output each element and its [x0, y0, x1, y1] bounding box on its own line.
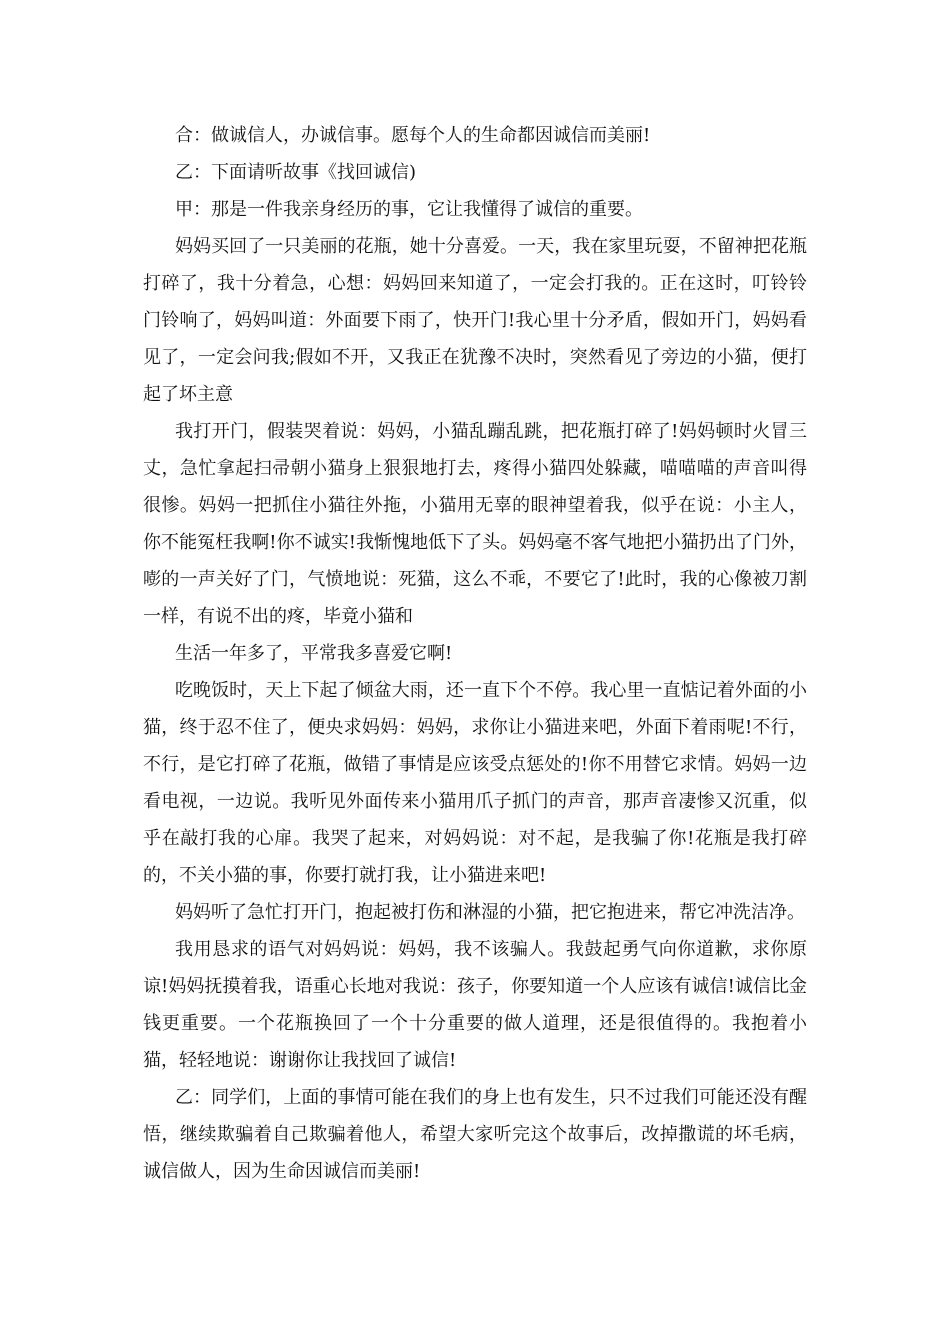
paragraph-3: 甲：那是一件我亲身经历的事，它让我懂得了诚信的重要。: [175, 199, 643, 220]
paragraph-10: 乙：同学们，上面的事情可能在我们的身上也有发生，只不过我们可能还没有醒悟，继续欺骗着自己欺骗着他人，希望大家听完这个故事后，改掉撒谎的坏毛病，诚信做人，因为生命因诚信而美丽!: [143, 1087, 807, 1182]
paragraph-6: 生活一年多了，平常我多喜爱它啊!: [175, 643, 453, 664]
paragraph-7: 吃晚饭时，天上下起了倾盆大雨，还一直下个不停。我心里一直惦记着外面的小猫，终于忍不住了，便央求妈妈：妈妈，求你让小猫进来吧，外面下着雨呢!不行，不行，是它打碎了花瓶，做错了事情是应该受点惩处的!你不用替它求情。妈妈一边看电视，一边说。我听见外面传来小猫用爪子抓门的声音，那声音凄惨又沉重，似乎在敲打我的心扉。我哭了起来，对妈妈说：对不起，是我骗了你!花瓶是我打碎的，不关小猫的事，你要打就打我，让小猫进来吧!: [143, 680, 807, 886]
paragraph-1: 合：做诚信人，办诚信事。愿每个人的生命都因诚信而美丽!: [175, 125, 651, 146]
paragraph-2: 乙：下面请听故事《找回诚信): [175, 162, 417, 183]
document-body: [143, 117, 807, 1190]
paragraph-9: 我用恳求的语气对妈妈说：妈妈，我不该骗人。我鼓起勇气向你道歉，求你原谅!妈妈抚摸着我，语重心长地对我说：孩子，你要知道一个人应该有诚信!诚信比金钱更重要。一个花瓶换回了一个十分重要的做人道理，还是很值得的。我抱着小猫，轻轻地说：谢谢你让我找回了诚信!: [143, 939, 807, 1071]
paragraph-8: 妈妈听了急忙打开门，抱起被打伤和淋湿的小猫，把它抱进来，帮它冲洗洁净。: [175, 902, 805, 923]
paragraph-4: 妈妈买回了一只美丽的花瓶，她十分喜爱。一天，我在家里玩耍，不留神把花瓶打碎了，我十分着急，心想：妈妈回来知道了，一定会打我的。正在这时，叮铃铃门铃响了，妈妈叫道：外面要下雨了，快开门!我心里十分矛盾，假如开门，妈妈看见了，一定会问我;假如不开，又我正在犹豫不决时，突然看见了旁边的小猫，便打起了坏主意: [143, 236, 807, 405]
paragraph-5: 我打开门，假装哭着说：妈妈，小猫乱蹦乱跳，把花瓶打碎了!妈妈顿时火冒三丈，急忙拿起扫帚朝小猫身上狠狠地打去，疼得小猫四处躲藏，喵喵喵的声音叫得很惨。妈妈一把抓住小猫往外拖，小猫用无辜的眼神望着我，似乎在说：小主人，你不能冤枉我啊!你不诚实!我惭愧地低下了头。妈妈毫不客气地把小猫扔出了门外，嘭的一声关好了门，气愤地说：死猫，这么不乖，不要它了!此时，我的心像被刀割一样，有说不出的疼，毕竟小猫和: [143, 421, 807, 627]
